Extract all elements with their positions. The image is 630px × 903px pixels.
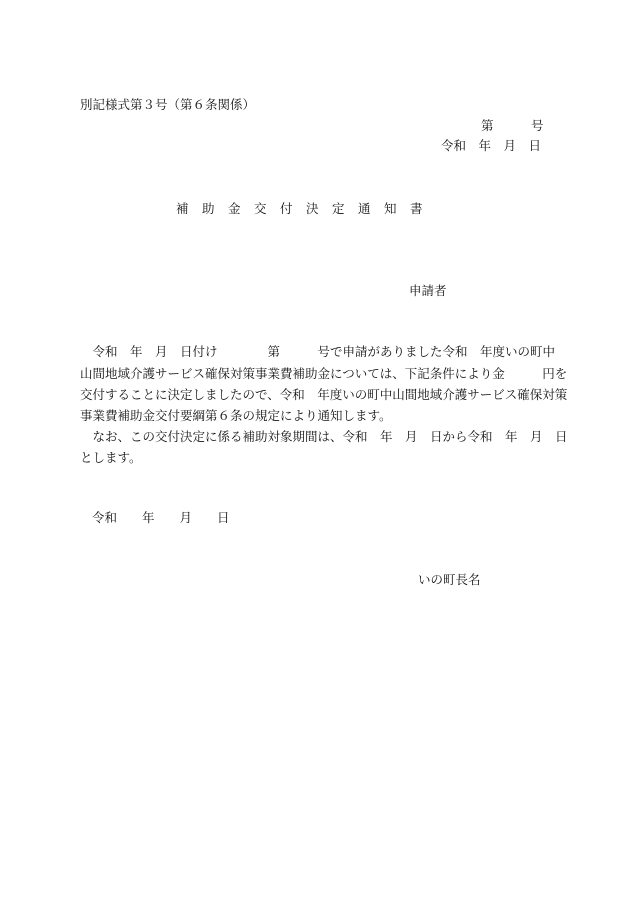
body-line: 事業費補助金交付要綱第６条の規定により通知します。 [80,408,392,423]
document-title: 補 助 金 交 付 決 定 通 知 書 [176,201,424,216]
body-line: 交付することに決定しましたので、令和 年度いの町中山間地域介護サービス確保対策 [80,387,568,402]
body-line: なお、この交付決定に係る補助対象期間は、令和 年 月 日から令和 年 月 日 [80,429,568,444]
body-line: 令和 年 月 日付け 第 号で申請がありました令和 年度いの町中 [80,344,556,359]
document-date: 令和 年 月 日 [441,138,542,153]
mayor-name: いの町長名 [418,572,481,587]
form-number: 別記様式第３号（第６条関係） [80,97,256,112]
body-line: とします。 [80,450,142,465]
issue-date: 令和 年 月 日 [92,510,230,525]
document-number: 第 号 [481,118,544,133]
body-line: 山間地域介護サービス確保対策事業費補助金については、下記条件により金 円を [80,366,568,381]
applicant-label: 申請者 [409,283,447,298]
